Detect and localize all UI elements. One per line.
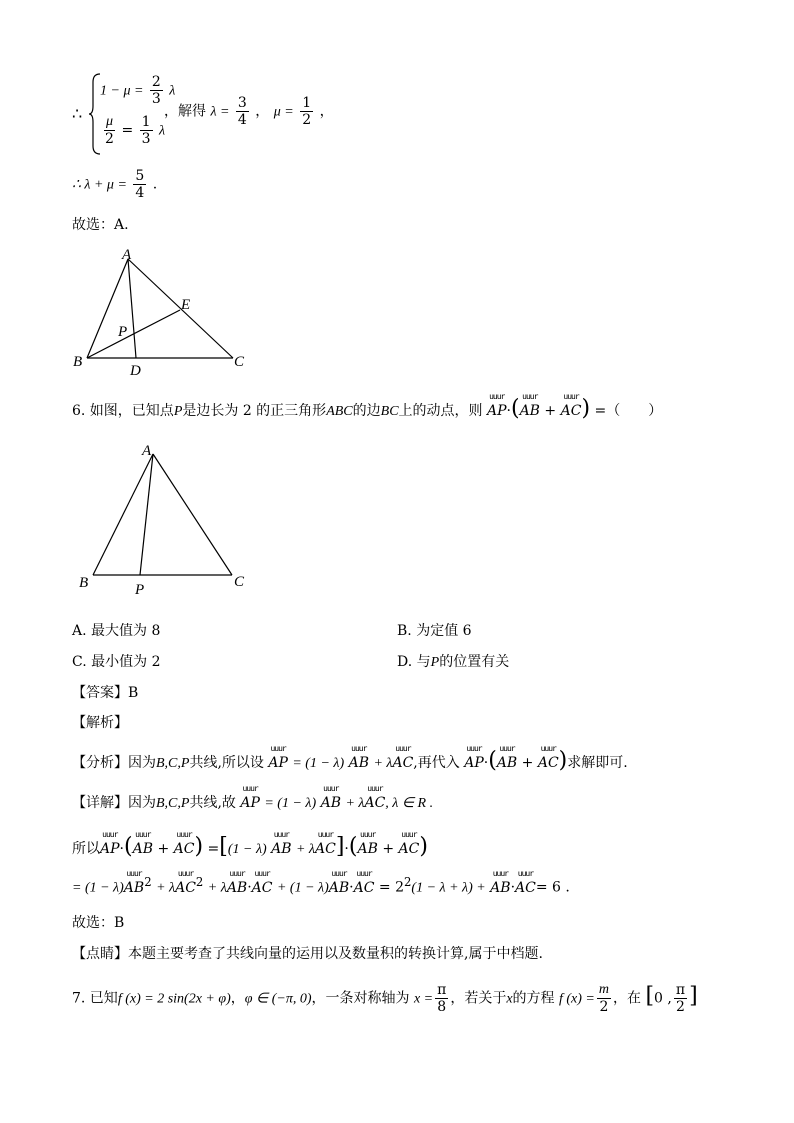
- expand-line: = (1 − λ)uuur $AB^2$ + λuuur $AC^2$ + λuuur AB·uuur AC + (1 − λ)uuur AB·uuur AC = $2^2(1 - \lambda + \lambda)$ + uuur AB·uuur AC= 6 .: [72, 875, 570, 897]
- fig2-label-p: P: [135, 582, 145, 598]
- answer-line-1: 故选：A.: [72, 217, 129, 233]
- fig1-label-d: D: [130, 363, 141, 379]
- fig1-label-b: B: [73, 354, 83, 370]
- triangle-figure-2: [74, 440, 254, 600]
- question-7-stem: 7. 已知f (x) = 2 sin(2x + φ)，φ ∈ (−π, 0)，一条对称轴为 x = $\frac{\pi}{8}$ ，若关于x的方程 f (x) = $\frac{m}{2}$ ，在 [0 , $\frac{\pi}{2}$ ]: [72, 982, 698, 1015]
- therefore-symbol: ∴: [72, 104, 83, 123]
- answer-block: 【答案】B: [72, 685, 139, 701]
- xiangjie-line: 【详解】因为B,C,P共线,故 uuur AP = (1 − λ) uuur AB + λuuur AC, λ ∈ R .: [72, 792, 433, 812]
- answer-line-2: 故选：B: [72, 915, 125, 931]
- fig1-label-e: E: [181, 297, 191, 313]
- option-c: C. 最小值为 2: [72, 654, 161, 670]
- fig1-label-p: P: [118, 324, 128, 340]
- fig2-label-a: A: [142, 443, 152, 459]
- fig1-label-a: A: [122, 247, 132, 263]
- equation-1: 1 − μ = $\frac{2}{3}$ λ: [100, 74, 176, 107]
- fig2-label-b: B: [79, 575, 89, 591]
- option-d: D. 与P的位置有关: [397, 654, 510, 670]
- sum-line: ∴ λ + μ = $\frac{5}{4}$ .: [72, 168, 158, 201]
- option-b: B. 为定值 6: [397, 623, 472, 639]
- fig1-label-c: C: [234, 354, 245, 370]
- fig2-label-c: C: [234, 574, 245, 590]
- fenxi-line: 【分析】因为B,C,P共线,所以设 uuur AP = (1 − λ) uuur AB + λuuur AC,再代入 uuur AP·(uuur AB + uuur AC)求解即可.: [72, 748, 628, 773]
- triangle-figure-1: [70, 245, 260, 380]
- analysis-heading: 【解析】: [72, 715, 128, 731]
- equation-2: $\frac{\mu}{2}$ = $\frac{1}{3}$ λ: [105, 114, 166, 147]
- suoyi-line: 所以uuur AP·(uuur AB + uuur AC) =[(1 − λ) uuur AB + λuuur AC]·(uuur AB + uuur AC): [72, 834, 428, 859]
- solution-text: ，解得 λ = $\frac{3}{4}$ ， μ = $\frac{1}{2}$ ，: [164, 95, 334, 128]
- dianjing-line: 【点睛】本题主要考查了共线向量的运用以及数量积的转换计算,属于中档题.: [72, 946, 543, 962]
- question-6-stem: 6. 如图，已知点P是边长为 2 的正三角形ABC的边BC上的动点，则 uuur AP·(uuur AB + uuur AC) =（ ）: [72, 396, 662, 421]
- option-a: A. 最大值为 8: [72, 623, 161, 639]
